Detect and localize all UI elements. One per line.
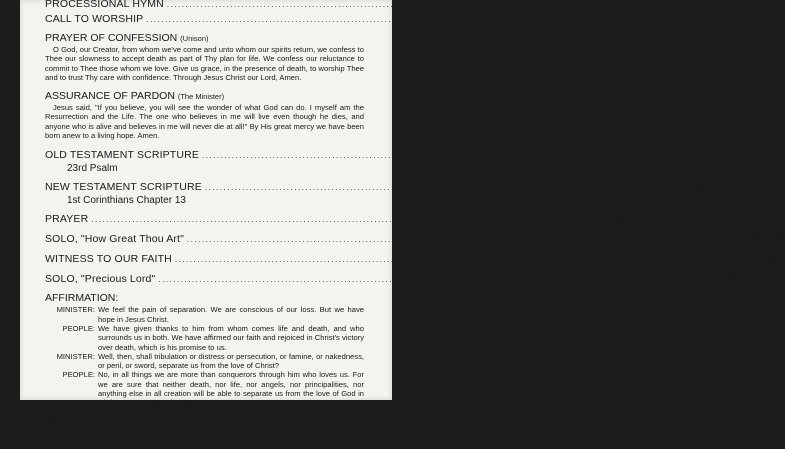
program-item-processional: PROCESSIONAL HYMN ..... Organist [45,0,364,12]
program-item-prayer: PRAYER ..... Minister [45,212,364,227]
affirmation-line: MINISTER: We feel the pain of separation. We are conscious of our loss. But we have hope in Jesus Christ. [56,305,364,324]
affirmation-line: PEOPLE: We have given thanks to him from whom comes life and death, and who surrounds us in both. We have affirmed our faith and rejoiced in Christ's victory over death, which is his promise to us. [62,323,364,352]
affirmation-heading: AFFIRMATION: [45,292,119,305]
program-page [20,0,785,447]
order-of-service [45,0,785,449]
program-item-call-to-worship: CALL TO WORSHIP ..... Rev. James R. Ephraim, Jr. [45,12,364,27]
confession-text: O God, our Creator, from whom we've come and unto whom our spirits return, we confess to Thee our slowness to accept death as part of Thy plan for life. We confess our reluctance to commit to Thee those whom we love. Give us grace, in the presence of death, to worship Thee and to trust Thy care with confidence. Through Jesus Christ our Lord, Amen. [45,45,364,82]
program-item-recessional: RECESSIONAL HYMN ..... Choirs [45,434,364,449]
program-item-solo-2: SOLO, "Precious Lord" ..... Mr. Patrick Robertson [45,272,364,287]
confession-heading: PRAYER OF CONFESSION (Unison) [45,32,209,44]
benediction-heading: BENEDICTION [45,415,117,428]
pardon-heading: ASSURANCE OF PARDON (The Minister) [45,90,225,103]
program-item-ot-scripture: OLD TESTAMENT SCRIPTURE ..... Minister [45,148,364,163]
affirmation-line: MINISTER: Well, then, shall tribulation or distress or persecution, or famine, or nakedness, or peril, or sword, separate us from the love of Christ? [56,351,364,371]
program-item-nt-scripture: NEW TESTAMENT SCRIPTURE ..... Minister [45,180,364,195]
pardon-text: Jesus said, "If you believe, you will see the wonder of what God can do. I myself am the Resurrection and the Life. The one who believes in me will live even though he dies, and anyone who is alive and believes in me will never die at all!" By His great mercy we have been born anew to a living hope. Amen. [45,103,364,141]
nt-reference: 1st Corinthians Chapter 13 [67,195,186,207]
affirmation-line: PEOPLE: No, in all things we are more than conquerors through him who loves us. For we are sure that neither death, nor life, nor angels, nor principalities, nor anything else in all creation will be able to separate us from the love of God in Christ Jesus, our Lord. Amen. [62,370,364,408]
program-item-witness: WITNESS TO OUR FAITH ..... Rev. J. R. Ephraim, Jr. [45,252,364,267]
ot-reference: 23rd Psalm [67,163,118,175]
program-item-solo-1: SOLO, "How Great Thou Art" ..... Mr. Patrick Robertson [45,232,364,247]
